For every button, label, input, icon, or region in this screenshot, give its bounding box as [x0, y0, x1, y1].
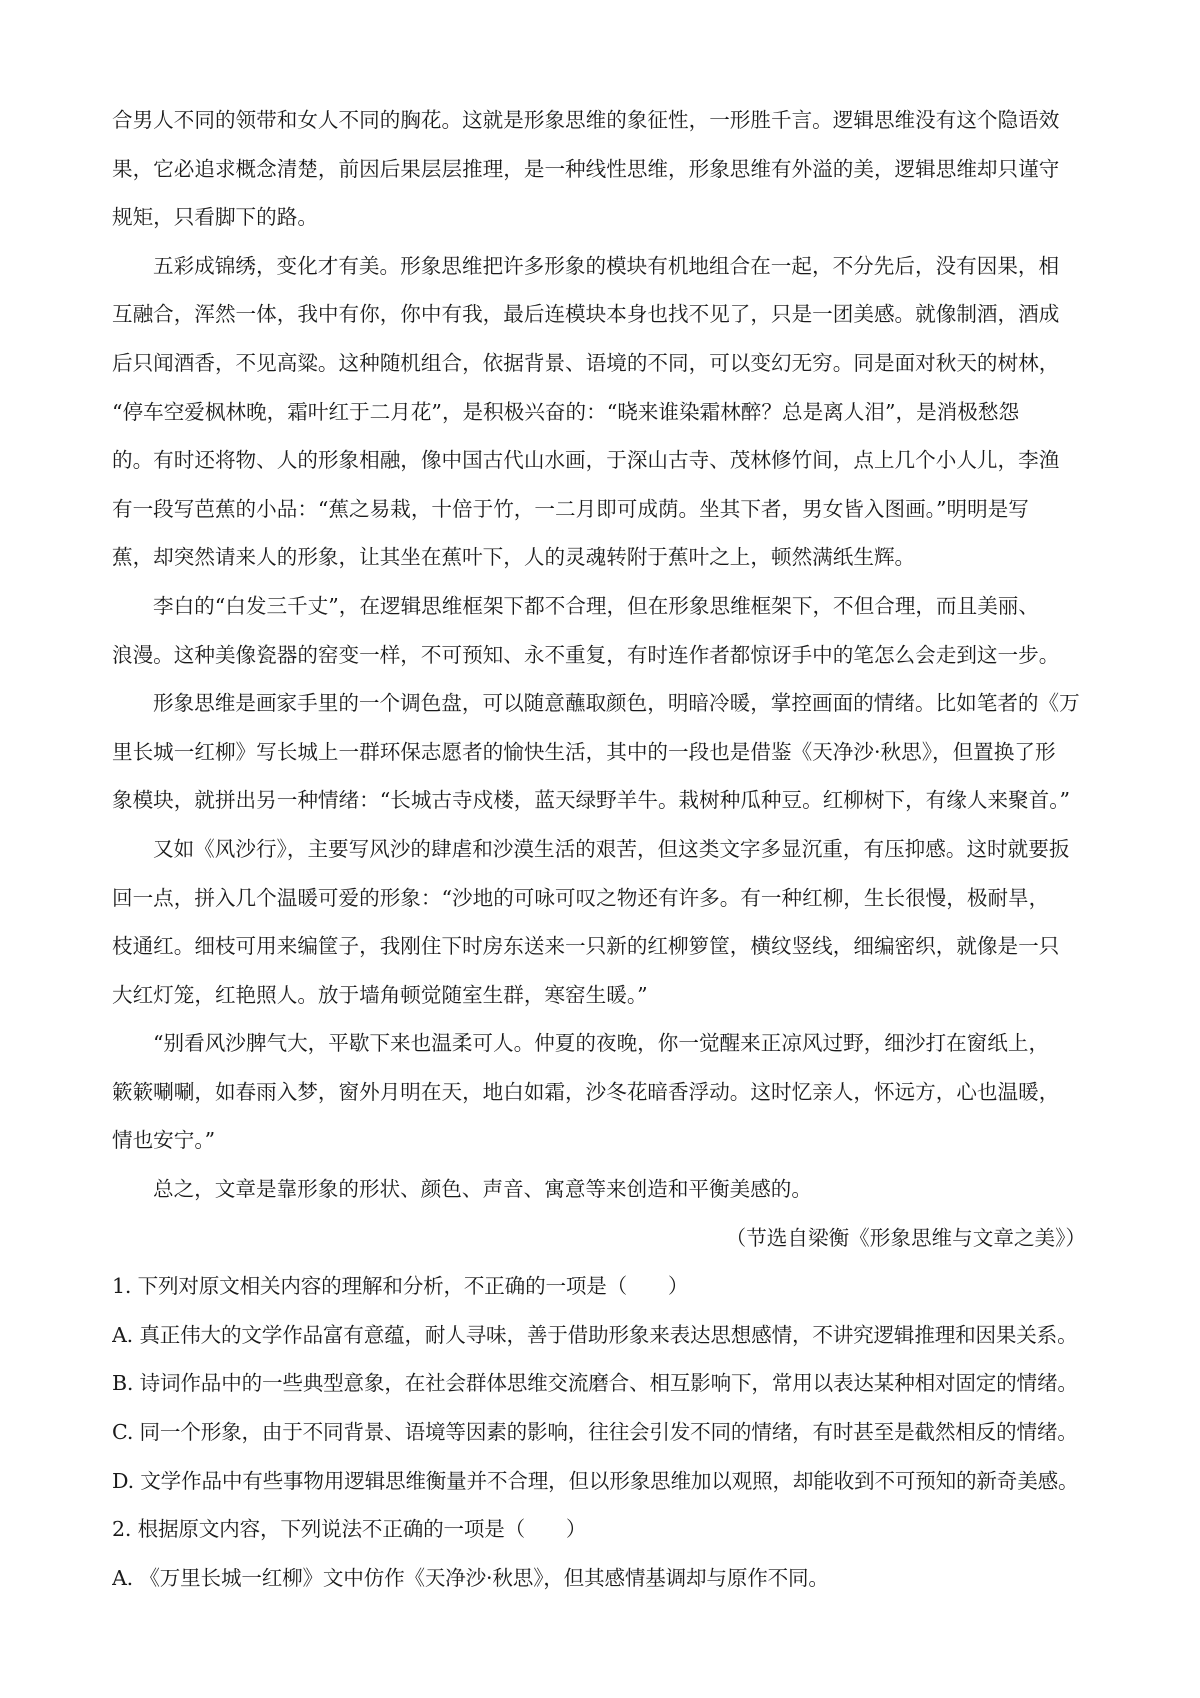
passage-line: 的。有时还将物、人的形象相融，像中国古代山水画，于深山古寺、茂林修竹间，点上几个小人儿，李渔 [112, 448, 1060, 473]
passage-line: 李白的“白发三千丈”，在逻辑思维框架下都不合理，但在形象思维框架下，不但合理，而且美丽、 [153, 593, 1039, 618]
answer-option: C. 同一个形象，由于不同背景、语境等因素的影响，往往会引发不同的情绪，有时甚至是截然相反的情绪。 [112, 1420, 1078, 1445]
passage-line: 簌簌唰唰，如春雨入梦，窗外月明在天，地白如霜，沙冬花暗香浮动。这时忆亲人，怀远方，心也温暖， [112, 1079, 1060, 1104]
passage-line: 情也安宁。” [112, 1128, 216, 1153]
passage-line: 五彩成锦绣，变化才有美。形象思维把许多形象的模块有机地组合在一起，不分先后，没有因果，相 [153, 253, 1060, 278]
passage-line: 有一段写芭蕉的小品：“蕉之易栽，十倍于竹，一二月即可成荫。坐其下者，男女皆入图画。”明明是写 [112, 496, 1029, 521]
answer-option: B. 诗词作品中的一些典型意象，在社会群体思维交流磨合、相互影响下，常用以表达某种相对固定的情绪。 [112, 1371, 1078, 1396]
passage-line: 总之，文章是靠形象的形状、颜色、声音、寓意等来创造和平衡美感的。 [153, 1177, 812, 1202]
passage-line: 象模块，就拼出另一种情绪：“长城古寺戍楼，蓝天绿野羊牛。栽树种瓜种豆。红柳树下，有缘人来聚首。” [112, 788, 1071, 813]
passage-line: 里长城一红柳》写长城上一群环保志愿者的愉快生活，其中的一段也是借鉴《天净沙·秋思》，但置换了形 [112, 739, 1056, 764]
passage-line: “别看风沙脾气大，平歇下来也温柔可人。仲夏的夜晚，你一觉醒来正凉风过野，细沙打在窗纸上， [153, 1031, 1050, 1056]
passage-line: 又如《风沙行》，主要写风沙的肆虐和沙漠生活的艰苦，但这类文字多显沉重，有压抑感。这时就要扳 [153, 836, 1070, 861]
passage-line: 互融合，浑然一体，我中有你，你中有我，最后连模块本身也找不见了，只是一团美感。就像制酒，酒成 [112, 302, 1060, 327]
passage-line: 后只闻酒香，不见高粱。这种随机组合，依据背景、语境的不同，可以变幻无穷。同是面对秋天的树林， [112, 350, 1060, 375]
question-stem: 1. 下列对原文相关内容的理解和分析，不正确的一项是（ ） [112, 1274, 689, 1299]
passage-line: “停车空爱枫林晚，霜叶红于二月花”，是积极兴奋的：“晓来谁染霜林醉？总是离人泪”，是消极愁怨 [112, 399, 1020, 424]
passage-line: 浪漫。这种美像瓷器的窑变一样，不可预知、永不重复，有时连作者都惊讶手中的笔怎么会走到这一步。 [112, 642, 1060, 667]
passage-line: 回一点，拼入几个温暖可爱的形象：“沙地的可咏可叹之物还有许多。有一种红柳，生长很慢，极耐旱， [112, 885, 1050, 910]
question-stem: 2. 根据原文内容，下列说法不正确的一项是（ ） [112, 1517, 587, 1542]
answer-option: A. 真正伟大的文学作品富有意蕴，耐人寻味，善于借助形象来表达思想感情，不讲究逻辑推理和因果关系。 [112, 1322, 1078, 1347]
document-page [112, 96, 1100, 1602]
answer-option: A. 《万里长城一红柳》文中仿作《天净沙·秋思》，但其感情基调却与原作不同。 [112, 1565, 829, 1590]
answer-option: D. 文学作品中有些事物用逻辑思维衡量并不合理，但以形象思维加以观照，却能收到不可预知的新奇美感。 [112, 1468, 1079, 1493]
passage-line: 合男人不同的领带和女人不同的胸花。这就是形象思维的象征性，一形胜千言。逻辑思维没有这个隐语效 [112, 108, 1060, 132]
passage-line: 规矩，只看脚下的路。 [112, 205, 318, 230]
passage-line: 蕉，却突然请来人的形象，让其坐在蕉叶下，人的灵魂转附于蕉叶之上，顿然满纸生辉。 [112, 545, 916, 570]
source-citation: （节选自梁衡《形象思维与文章之美》） [725, 1225, 1086, 1250]
passage-line: 大红灯笼，红艳照人。放于墙角顿觉随室生群，寒窑生暖。” [112, 982, 648, 1007]
passage-line: 果，它必追求概念清楚，前因后果层层推理，是一种线性思维，形象思维有外溢的美，逻辑思维却只谨守 [112, 156, 1060, 181]
passage-line: 枝通红。细枝可用来编筐子，我刚住下时房东送来一只新的红柳箩筐，横纹竖线，细编密织，就像是一只 [112, 934, 1060, 959]
passage-line: 形象思维是画家手里的一个调色盘，可以随意蘸取颜色，明暗冷暖，掌控画面的情绪。比如笔者的《万 [153, 691, 1080, 716]
